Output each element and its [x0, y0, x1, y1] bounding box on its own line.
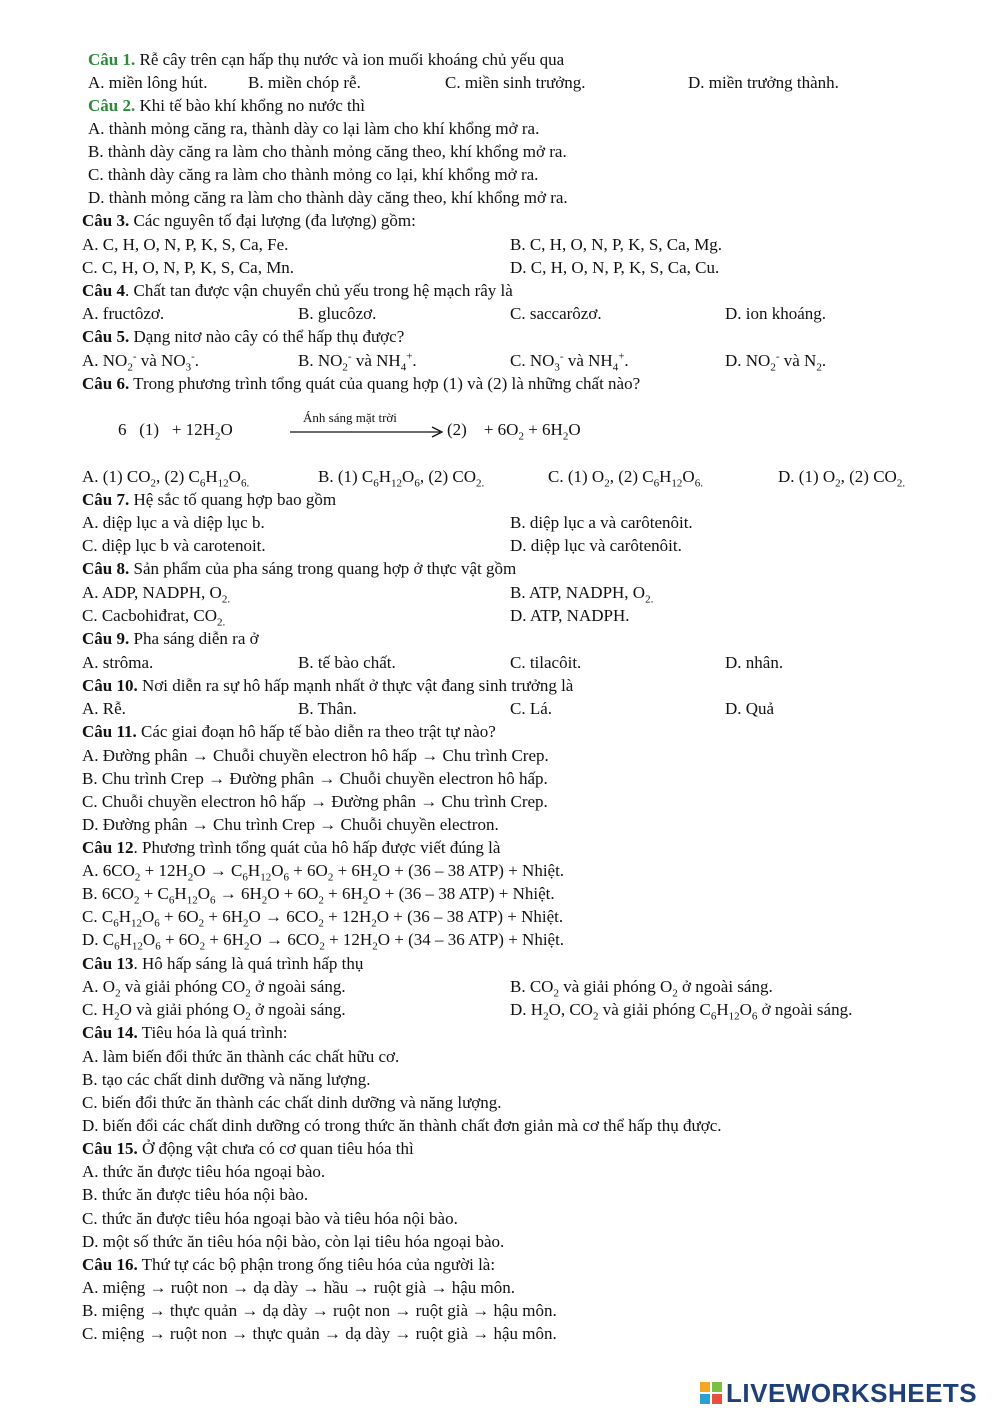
- question-13: Câu 13. Hô hấp sáng là quá trình hấp thụ: [82, 954, 364, 973]
- q13-option-d[interactable]: D. $H_2O$, $CO_2$ và giải phóng $C_6H_{12}O_6$ ở ngoài sáng.: [510, 1000, 853, 1023]
- q9-option-d[interactable]: D. nhân.: [725, 653, 784, 672]
- q13-option-a[interactable]: A. $O_2$ và giải phóng $CO_2$ ở ngoài sáng.: [82, 977, 346, 1000]
- q15-option-a[interactable]: A. thức ăn được tiêu hóa ngoại bào.: [82, 1162, 326, 1181]
- q6-option-b[interactable]: B. (1) $C_6H_{12}O_6$, (2) $CO_{2.}$: [318, 467, 485, 490]
- q2-option-c[interactable]: C. thành dày căng ra làm cho thành mỏng co lại, khí khổng mở ra.: [88, 165, 539, 184]
- q1-option-d[interactable]: D. miền trưởng thành.: [688, 73, 839, 92]
- q2-option-b[interactable]: B. thành dày căng ra làm cho thành mỏng căng theo, khí khổng mở ra.: [88, 142, 567, 161]
- q8-option-d[interactable]: D. ATP, NADPH.: [510, 606, 630, 625]
- q5-option-b[interactable]: B. $NO_2^-$ và $NH_4^+$.: [298, 350, 417, 374]
- q13-option-c[interactable]: C. $H_2O$ và giải phóng $O_2$ ở ngoài sáng.: [82, 1000, 346, 1023]
- q16-option-b[interactable]: B. miệng → thực quản → dạ dày → ruột non → ruột già → hậu môn.: [82, 1301, 557, 1320]
- q11-option-b[interactable]: B. Chu trình Crep → Đường phân → Chuỗi chuyền electron hô hấp.: [82, 769, 548, 788]
- q11-option-d[interactable]: D. Đường phân → Chu trình Crep → Chuỗi chuyền electron.: [82, 815, 499, 834]
- question-4: Câu 4. Chất tan được vận chuyển chủ yếu trong hệ mạch rây là: [82, 281, 513, 300]
- q16-option-a[interactable]: A. miệng → ruột non → dạ dày → hầu → ruột già → hậu môn.: [82, 1278, 515, 1297]
- q9-option-b[interactable]: B. tế bào chất.: [298, 653, 396, 672]
- q1-option-b[interactable]: B. miền chóp rễ.: [248, 73, 361, 92]
- q14-option-b[interactable]: B. tạo các chất dinh dưỡng và năng lượng.: [82, 1070, 371, 1089]
- q14-option-d[interactable]: D. biến đổi các chất dinh dưỡng có trong thức ăn thành chất đơn giản mà cơ thể hấp thụ được.: [82, 1116, 722, 1135]
- q10-option-a[interactable]: A. Rễ.: [82, 699, 126, 718]
- question-14: Câu 14. Tiêu hóa là quá trình:: [82, 1023, 288, 1042]
- question-10: Câu 10. Nơi diễn ra sự hô hấp mạnh nhất ở thực vật đang sinh trưởng là: [82, 676, 574, 695]
- brand-name: LIVEWORKSHEETS: [726, 1377, 978, 1408]
- q13-option-b[interactable]: B. $CO_2$ và giải phóng $O_2$ ở ngoài sáng.: [510, 977, 773, 1000]
- question-1: Câu 1. Rễ cây trên cạn hấp thụ nước và ion muối khoáng chủ yếu qua: [88, 50, 565, 69]
- photosynthesis-equation-left: 6 $(1) + 12H_2O$: [118, 420, 233, 443]
- q4-option-d[interactable]: D. ion khoáng.: [725, 304, 827, 323]
- q16-option-c[interactable]: C. miệng → ruột non → thực quản → dạ dày → ruột già → hậu môn.: [82, 1324, 557, 1343]
- q15-option-d[interactable]: D. một số thức ăn tiêu hóa nội bào, còn lại tiêu hóa ngoại bào.: [82, 1232, 505, 1251]
- q3-option-d[interactable]: D. C, H, O, N, P, K, S, Ca, Cu.: [510, 258, 720, 277]
- question-6: Câu 6. Trong phương trình tổng quát của quang hợp (1) và (2) là những chất nào?: [82, 374, 641, 393]
- q3-option-c[interactable]: C. C, H, O, N, P, K, S, Ca, Mn.: [82, 258, 295, 277]
- q12-option-c[interactable]: C. $C_6H_{12}O_6 + 6O_2 + 6H_2O \to 6CO_2 + 12H_2O + (36 - 38$ ATP) + Nhiệt.: [82, 907, 564, 930]
- q7-option-d[interactable]: D. diệp lục và carôtenôit.: [510, 536, 682, 555]
- q8-option-c[interactable]: C. Cacbohiđrat, $CO_{2.}$: [82, 606, 226, 629]
- q7-option-c[interactable]: C. diệp lục b và carotenoit.: [82, 536, 266, 555]
- q9-option-c[interactable]: C. tilacôit.: [510, 653, 582, 672]
- q6-option-c[interactable]: C. (1) $O_2$, (2) $C_6H_{12}O_{6.}$: [548, 467, 703, 490]
- q12-option-a[interactable]: A. $6CO_2 + 12H_2O \to C_6H_{12}O_6 + 6O_2 + 6H_2O + (36 - 38$ ATP) + Nhiệt.: [82, 861, 565, 884]
- liveworksheets-logo[interactable]: [700, 1377, 978, 1408]
- question-7: Câu 7. Hệ sắc tố quang hợp bao gồm: [82, 490, 337, 509]
- q10-option-b[interactable]: B. Thân.: [298, 699, 357, 718]
- q12-option-b[interactable]: B. $6CO_2 + C_6H_{12}O_6 \to 6H_2O + 6O_2 + 6H_2O + (36 - 38$ ATP) + Nhiệt.: [82, 884, 555, 907]
- q10-option-d[interactable]: D. Quả: [725, 699, 775, 718]
- question-15: Câu 15. Ở động vật chưa có cơ quan tiêu hóa thì: [82, 1139, 414, 1158]
- q15-option-c[interactable]: C. thức ăn được tiêu hóa ngoại bào và tiêu hóa nội bào.: [82, 1209, 458, 1228]
- photosynthesis-equation-right: (2) + $6O_2 + 6H_2O$: [447, 420, 581, 443]
- q5-option-c[interactable]: C. $NO_3^-$ và $NH_4^+$.: [510, 350, 629, 374]
- q15-option-b[interactable]: B. thức ăn được tiêu hóa nội bào.: [82, 1185, 309, 1204]
- q4-option-b[interactable]: B. glucôzơ.: [298, 304, 377, 323]
- q4-option-a[interactable]: A. fructôzơ.: [82, 304, 165, 323]
- q1-option-a[interactable]: A. miền lông hút.: [88, 73, 208, 92]
- q11-option-a[interactable]: A. Đường phân → Chuỗi chuyền electron hô hấp → Chu trình Crep.: [82, 746, 549, 765]
- q14-option-c[interactable]: C. biến đổi thức ăn thành các chất dinh dưỡng và năng lượng.: [82, 1093, 502, 1112]
- q3-option-a[interactable]: A. C, H, O, N, P, K, S, Ca, Fe.: [82, 235, 289, 254]
- q10-option-c[interactable]: C. Lá.: [510, 699, 553, 718]
- q5-option-d[interactable]: D. $NO_2^-$ và $N_2$.: [725, 350, 827, 374]
- arrow-label: Ánh sáng mặt trời: [303, 410, 397, 425]
- liveworksheets-logo-icon: [700, 1382, 722, 1404]
- q1-option-c[interactable]: C. miền sinh trưởng.: [445, 73, 586, 92]
- question-12: Câu 12. Phương trình tổng quát của hô hấp được viết đúng là: [82, 838, 501, 857]
- q5-option-a[interactable]: A. $NO_2^-$ và $NO_3^-$.: [82, 350, 200, 374]
- q12-option-d[interactable]: D. $C_6H_{12}O_6 + 6O_2 + 6H_2O \to 6CO_2 + 12H_2O + (34 - 36$ ATP) + Nhiệt.: [82, 930, 565, 953]
- q6-option-a[interactable]: A. (1) $CO_2$, (2) $C_6H_{12}O_{6.}$: [82, 467, 250, 490]
- reaction-arrow-icon: [290, 425, 445, 439]
- q8-option-b[interactable]: B. ATP, NADPH, $O_{2.}$: [510, 583, 654, 606]
- question-16: Câu 16. Thứ tự các bộ phận trong ống tiêu hóa của người là:: [82, 1255, 496, 1274]
- question-3: Câu 3. Các nguyên tố đại lượng (đa lượng) gồm:: [82, 211, 416, 230]
- q2-option-d[interactable]: D. thành mỏng căng ra làm cho thành dày căng theo, khí khổng mở ra.: [88, 188, 568, 207]
- q2-option-a[interactable]: A. thành mỏng căng ra, thành dày co lại làm cho khí khổng mở ra.: [88, 119, 540, 138]
- question-8: Câu 8. Sản phẩm của pha sáng trong quang hợp ở thực vật gồm: [82, 559, 517, 578]
- q7-option-a[interactable]: A. diệp lục a và diệp lục b.: [82, 513, 265, 532]
- q11-option-c[interactable]: C. Chuỗi chuyền electron hô hấp → Đường phân → Chu trình Crep.: [82, 792, 548, 811]
- q14-option-a[interactable]: A. làm biến đổi thức ăn thành các chất hữu cơ.: [82, 1047, 400, 1066]
- question-2: Câu 2. Khi tế bào khí khổng no nước thì: [88, 96, 365, 115]
- q3-option-b[interactable]: B. C, H, O, N, P, K, S, Ca, Mg.: [510, 235, 723, 254]
- q6-option-d[interactable]: D. (1) $O_2$, (2) $CO_{2.}$: [778, 467, 906, 490]
- question-5: Câu 5. Dạng nitơ nào cây có thể hấp thụ được?: [82, 327, 405, 346]
- question-9: Câu 9. Pha sáng diễn ra ở: [82, 629, 259, 648]
- question-11: Câu 11. Các giai đoạn hô hấp tế bào diễn ra theo trật tự nào?: [82, 722, 496, 741]
- q8-option-a[interactable]: A. ADP, NADPH, $O_{2.}$: [82, 583, 231, 606]
- q9-option-a[interactable]: A. strôma.: [82, 653, 154, 672]
- q7-option-b[interactable]: B. diệp lục a và carôtenôit.: [510, 513, 693, 532]
- q4-option-c[interactable]: C. saccarôzơ.: [510, 304, 602, 323]
